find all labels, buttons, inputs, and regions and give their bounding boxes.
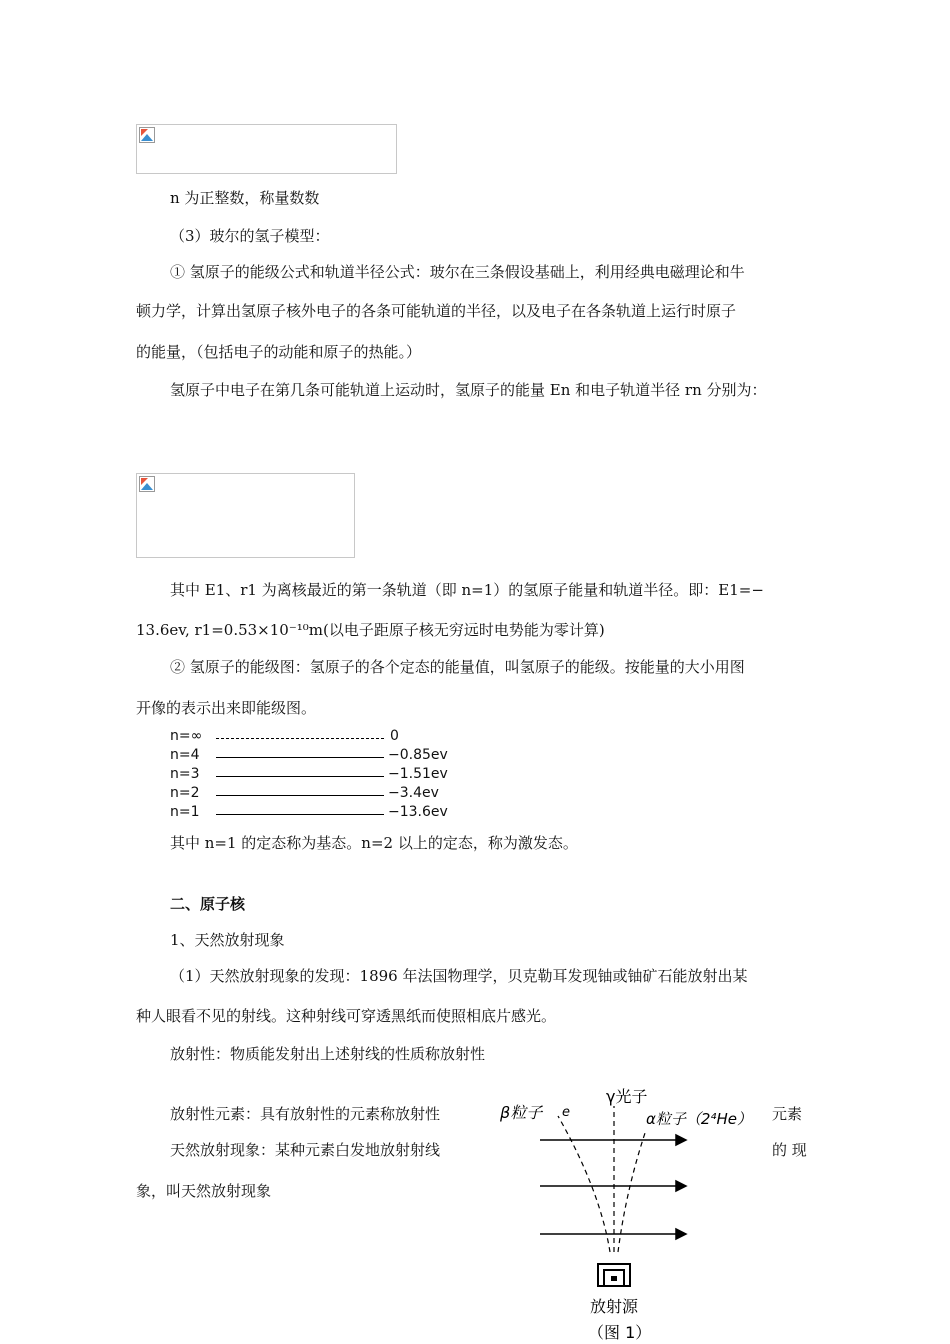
radiation-figure [500, 1080, 752, 1344]
section-heading-nucleus: 二、原子核 [170, 895, 246, 913]
level-energy: −1.51ev [388, 766, 448, 782]
paragraph-formula-line-3: 的能量，（包括电子的动能和原子的热能。） [136, 343, 422, 361]
paragraph-e1-r1-line-2: 13.6ev, r1=0.53×10⁻¹⁰m(以电子距原子核无穷远时电势能为零计算) [136, 621, 605, 639]
level-line [216, 776, 384, 777]
radiation-source-label: 放射源 [590, 1297, 639, 1316]
level-label: n=∞ [170, 728, 203, 744]
level-line [216, 738, 384, 739]
level-energy: 0 [390, 728, 399, 744]
paragraph-n-integer: n 为正整数，称量数数 [170, 189, 320, 207]
paragraph-energy-radius: 氢原子中电子在第几条可能轨道上运动时，氢原子的能量 En 和电子轨道半径 rn 分别为： [170, 381, 767, 399]
formula-image-placeholder-2 [136, 473, 355, 558]
radiation-source [598, 1264, 630, 1286]
paragraph-natural-phenomenon-cont: 象，叫天然放射现象 [136, 1182, 272, 1200]
paragraph-radioactivity: 放射性：物质能发射出上述射线的性质称放射性 [170, 1045, 486, 1063]
paragraph-natural-phenomenon: 天然放射现象：某种元素白发地放射射线 [170, 1141, 441, 1159]
level-line [216, 795, 384, 796]
paragraph-discovery-line-1: （1）天然放射现象的发现：1896 年法国物理学，贝克勒耳发现铀或铀矿石能放射出某 [170, 967, 748, 985]
paragraph-bohr-model: （3）玻尔的氢子模型： [170, 227, 330, 245]
beta-particle-label: β粒子 [500, 1103, 543, 1122]
subheading-natural-radiation: 1、天然放射现象 [170, 931, 285, 949]
gamma-photon-label: γ光子 [606, 1087, 648, 1106]
level-energy: −3.4ev [388, 785, 439, 801]
field-arrows [540, 1135, 686, 1239]
beta-symbol-label: e [562, 1105, 570, 1120]
formula-image-placeholder-1 [136, 124, 397, 174]
paragraph-formula-line-2: 顿力学，计算出氢原子核外电子的各条可能轨道的半径，以及电子在各条轨道上运行时原子 [136, 302, 737, 320]
paragraph-discovery-line-2: 种人眼看不见的射线。这种射线可穿透黑纸而使照相底片感光。 [136, 1007, 557, 1025]
paragraph-formula-line-1: ① 氢原子的能级公式和轨道半径公式：玻尔在三条假设基础上，利用经典电磁理论和牛 [170, 263, 745, 281]
level-energy: −13.6ev [388, 804, 448, 820]
paragraph-level-diagram-1: ② 氢原子的能级图：氢原子的各个定态的能量值，叫氢原子的能级。按能量的大小用图 [170, 658, 745, 676]
paragraph-natural-phenomenon-end: 的 现 [772, 1141, 807, 1159]
figure-caption: （图 1） [588, 1323, 652, 1342]
level-energy: −0.85ev [388, 747, 448, 763]
broken-image-icon [139, 127, 155, 143]
level-line [216, 757, 384, 758]
level-label: n=2 [170, 785, 200, 801]
paragraph-level-diagram-2: 开像的表示出来即能级图。 [136, 699, 317, 717]
broken-image-icon [139, 476, 155, 492]
level-label: n=1 [170, 804, 200, 820]
paragraph-e1-r1-line-1: 其中 E1、r1 为离核最近的第一条轨道（即 n=1）的氢原子能量和轨道半径。即：E1=− [170, 581, 764, 599]
paragraph-ground-state: 其中 n=1 的定态称为基态。n=2 以上的定态，称为激发态。 [170, 834, 578, 852]
level-label: n=3 [170, 766, 200, 782]
alpha-particle-label: α粒子（2⁴He） [646, 1110, 752, 1128]
level-line [216, 814, 384, 815]
paragraph-radioactive-element-end: 元素 [772, 1105, 803, 1123]
particle-tracks [558, 1106, 646, 1252]
paragraph-radioactive-element: 放射性元素：具有放射性的元素称放射性 [170, 1105, 441, 1123]
level-label: n=4 [170, 747, 200, 763]
